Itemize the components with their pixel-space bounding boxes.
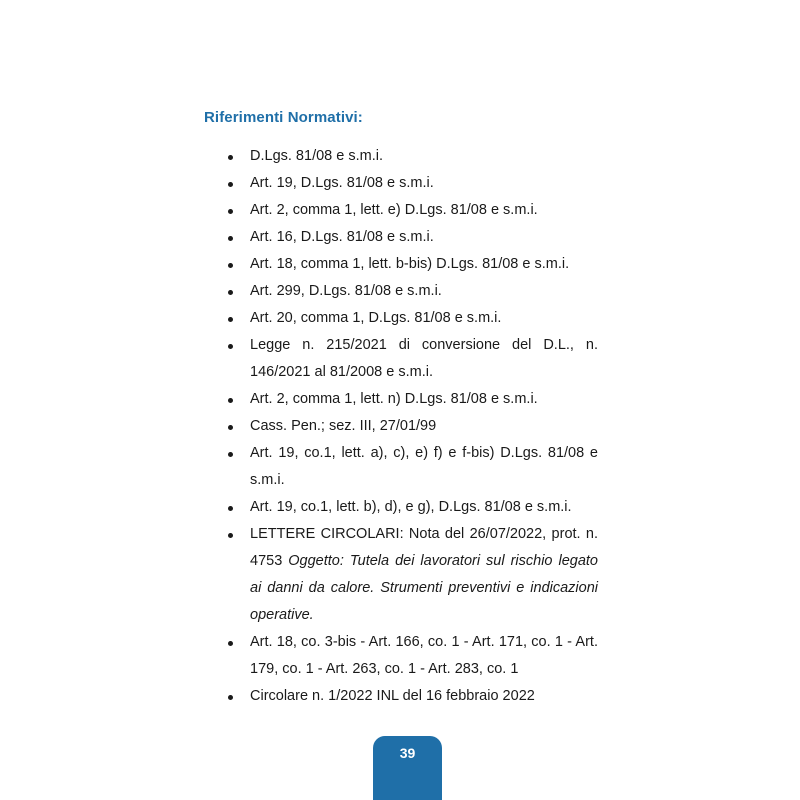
list-item: Circolare n. 1/2022 INL del 16 febbraio 2022 — [226, 683, 598, 710]
list-item: Art. 18, comma 1, lett. b-bis) D.Lgs. 81/08 e s.m.i. — [226, 251, 598, 278]
list-item: Art. 19, D.Lgs. 81/08 e s.m.i. — [226, 170, 598, 197]
page-number-tab — [373, 736, 442, 800]
list-item: D.Lgs. 81/08 e s.m.i. — [226, 143, 598, 170]
circular-subject: Oggetto: Tutela dei lavoratori sul rischio legato ai danni da calore. Strumenti preventivi e indicazioni operative. — [250, 553, 598, 623]
list-item: Art. 19, co.1, lett. a), c), e) f) e f-bis) D.Lgs. 81/08 e s.m.i. — [226, 440, 598, 494]
list-item: Art. 20, comma 1, D.Lgs. 81/08 e s.m.i. — [226, 305, 598, 332]
list-item: Art. 16, D.Lgs. 81/08 e s.m.i. — [226, 224, 598, 251]
list-item: Art. 19, co.1, lett. b), d), e g), D.Lgs. 81/08 e s.m.i. — [226, 494, 598, 521]
page-number: 39 — [399, 745, 416, 761]
list-item: Art. 2, comma 1, lett. e) D.Lgs. 81/08 e s.m.i. — [226, 197, 598, 224]
section-heading: Riferimenti Normativi: — [204, 109, 363, 126]
list-item: Art. 18, co. 3-bis - Art. 166, co. 1 - Art. 171, co. 1 - Art. 179, co. 1 - Art. 263, co. 1 - Art. 283, co. 1 — [226, 629, 598, 683]
references-list — [226, 143, 598, 710]
list-item: Art. 299, D.Lgs. 81/08 e s.m.i. — [226, 278, 598, 305]
list-item: Cass. Pen.; sez. III, 27/01/99 — [226, 413, 598, 440]
list-item: Legge n. 215/2021 di conversione del D.L., n. 146/2021 al 81/2008 e s.m.i. — [226, 332, 598, 386]
list-item: LETTERE CIRCOLARI: Nota del 26/07/2022, prot. n. 4753 Oggetto: Tutela dei lavoratori sul rischio legato ai danni da calore. Strumenti preventivi e indicazioni operative. — [226, 521, 598, 629]
list-item: Art. 2, comma 1, lett. n) D.Lgs. 81/08 e s.m.i. — [226, 386, 598, 413]
